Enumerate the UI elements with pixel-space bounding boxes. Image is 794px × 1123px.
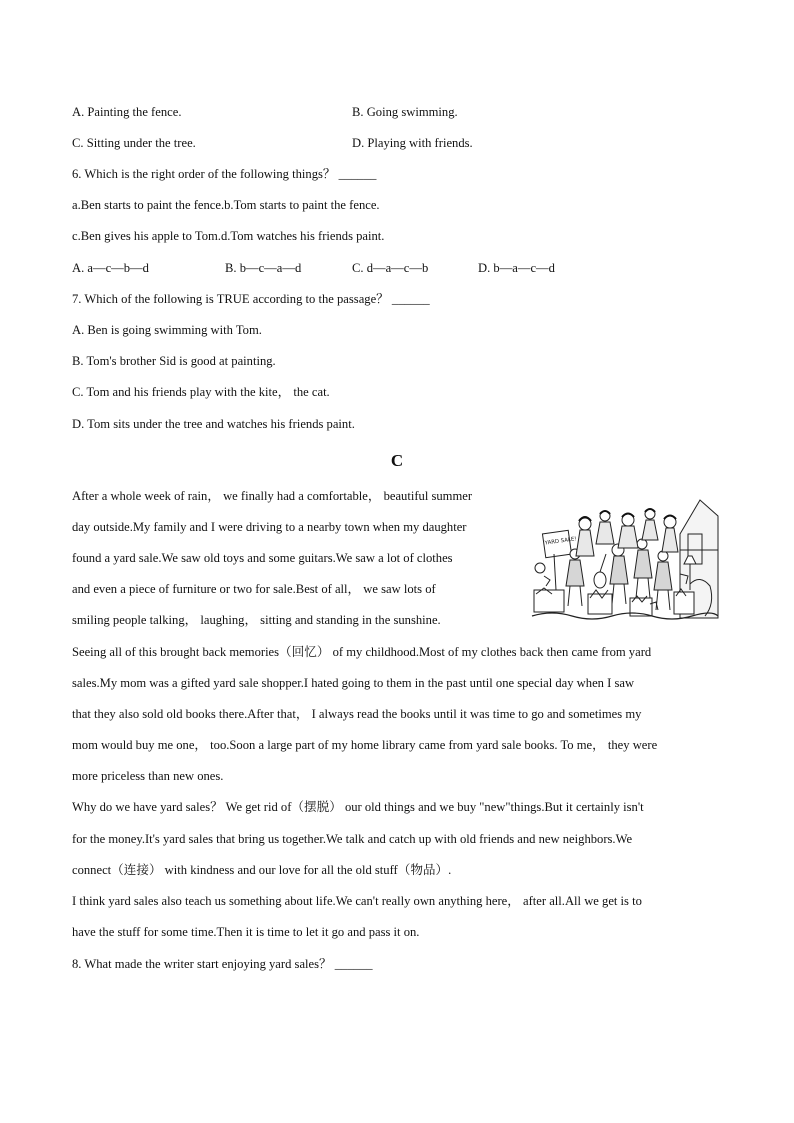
passage-line-11: Why do we have yard sales？ We get rid of（摆脱） our old things and we buy "new"things.But it certainly isn't [72,800,644,814]
q8-question: 8. What made the writer start enjoying yard sales？ ______ [72,957,373,971]
passage-line-1: After a whole week of rain， we finally had a comfortable， beautiful summer [72,489,473,503]
q5-option-c: C. Sitting under the tree. [72,136,196,150]
q7-option-a: A. Ben is going swimming with Tom. [72,323,262,337]
passage-line-9: mom would buy me one， too.Soon a large part of my home library came from yard sale books. To me， they were [72,738,658,752]
section-heading-c: C [390,451,404,470]
passage-line-8: that they also sold old books there.After that， I always read the books until it was time to go and sometimes my [72,707,642,721]
passage-line-4: and even a piece of furniture or two for sale.Best of all， we saw lots of [72,582,436,596]
q5-option-a: A. Painting the fence. [72,105,182,119]
passage-line-12: for the money.It's yard sales that bring us together.We talk and catch up with old friends and new neighbors.We [72,832,633,846]
passage-line-13: connect（连接） with kindness and our love for all the old stuff（物品）. [72,863,452,877]
passage-line-6: Seeing all of this brought back memories（回忆） of my childhood.Most of my clothes back then came from yard [72,645,652,659]
q6-option-c: C. d—a—c—b [352,261,429,275]
passage-line-14: I think yard sales also teach us something about life.We can't really own anything here， after all.All we get is to [72,894,642,908]
q5-option-b: B. Going swimming. [352,105,458,119]
q6-option-d: D. b—a—c—d [478,261,555,275]
passage-line-15: have the stuff for some time.Then it is time to let it go and pass it on. [72,925,420,939]
passage-line-5: smiling people talking， laughing， sitting and standing in the sunshine. [72,613,441,627]
q6-option-a: A. a—c—b—d [72,261,149,275]
passage-line-10: more priceless than new ones. [72,769,224,783]
q6-question: 6. Which is the right order of the following things？ ______ [72,167,377,181]
q6-items-line-2: c.Ben gives his apple to Tom.d.Tom watches his friends paint. [72,229,385,243]
q6-option-b: B. b—c—a—d [225,261,302,275]
q7-question: 7. Which of the following is TRUE according to the passage？ ______ [72,292,430,306]
q5-option-d: D. Playing with friends. [352,136,473,150]
svg-text:YARD SALE!: YARD SALE! [544,536,577,547]
q7-option-d: D. Tom sits under the tree and watches his friends paint. [72,417,355,431]
q7-option-b: B. Tom's brother Sid is good at painting. [72,354,276,368]
yard-sale-illustration [530,494,720,622]
passage-line-3: found a yard sale.We saw old toys and some guitars.We saw a lot of clothes [72,551,453,565]
passage-line-2: day outside.My family and I were driving to a nearby town when my daughter [72,520,467,534]
passage-line-7: sales.My mom was a gifted yard sale shopper.I hated going to them in the past until one special day when I saw [72,676,635,690]
q6-items-line-1: a.Ben starts to paint the fence.b.Tom starts to paint the fence. [72,198,380,212]
q7-option-c: C. Tom and his friends play with the kite， the cat. [72,385,330,399]
